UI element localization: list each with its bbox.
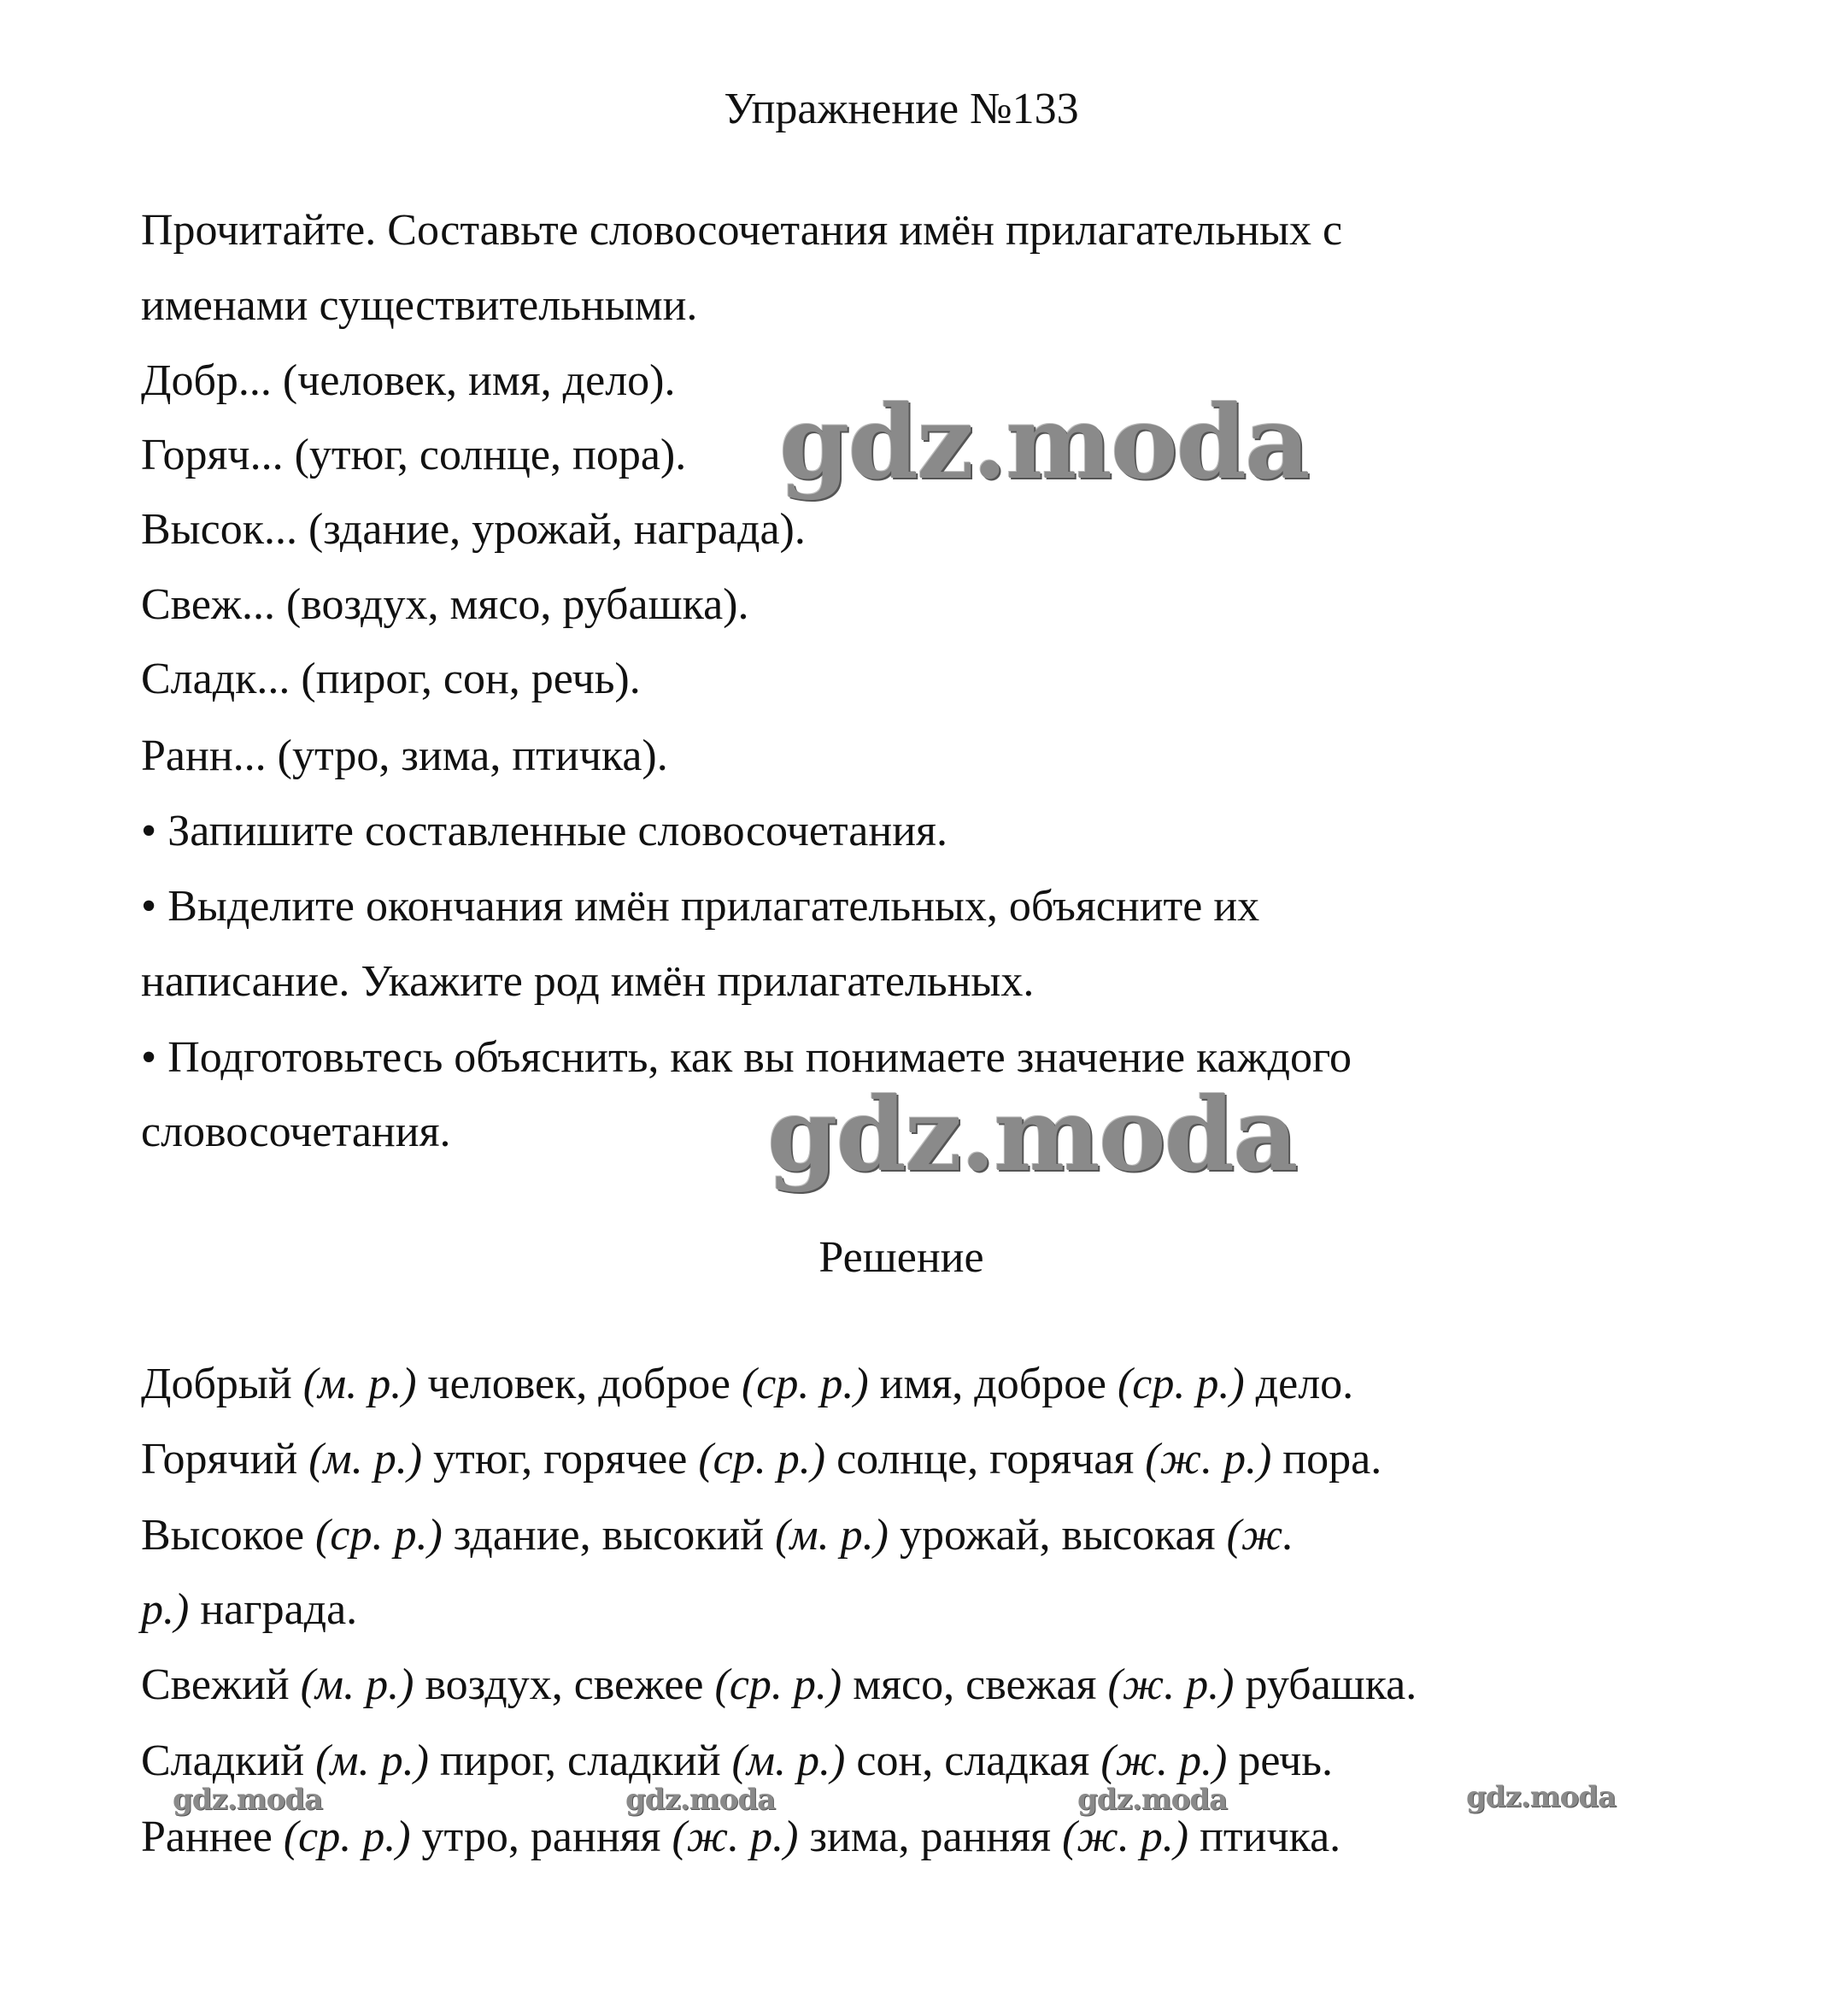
solution-segment: утюг, горячее [422, 1435, 699, 1484]
watermark-logo: gdz.moda [767, 1075, 1297, 1194]
task-line: именами существительными. [141, 281, 698, 330]
gender-note: (м. р.) [308, 1435, 423, 1484]
solution-segment: пирог, сладкий [428, 1736, 732, 1785]
gender-note: (м. р.) [315, 1736, 429, 1785]
task-line: Добр... (человек, имя, дело). [141, 356, 676, 405]
solution-segment: сон, сладкая [845, 1736, 1101, 1785]
solution-segment: пора. [1271, 1435, 1382, 1484]
solution-segment: имя, доброе [868, 1360, 1118, 1408]
solution-line [141, 1434, 1382, 1485]
solution-segment: Горячий [141, 1435, 309, 1484]
solution-title: Решение [818, 1233, 984, 1282]
watermark-logo: gdz.moda [1077, 1783, 1228, 1817]
solution-segment: Добрый [141, 1360, 303, 1408]
solution-segment: воздух, свежее [414, 1660, 715, 1709]
solution-segment: урожай, высокая [888, 1511, 1227, 1560]
solution-segment: Раннее [141, 1813, 284, 1861]
gender-note: (ср. р.) [315, 1511, 443, 1560]
solution-line [141, 1584, 357, 1636]
task-line: Прочитайте. Составьте словосочетания имён прилагательных с [141, 206, 1343, 255]
gender-note: (м. р.) [300, 1660, 414, 1709]
gender-note: (ж. р.) [1062, 1813, 1189, 1861]
exercise-title: Упражнение №133 [724, 85, 1079, 133]
solution-segment: птичка. [1188, 1813, 1341, 1861]
gender-note: (ж. [1226, 1511, 1294, 1560]
solution-line [141, 1736, 1333, 1787]
solution-segment: Сладкий [141, 1736, 316, 1785]
gender-note: (ж. р.) [672, 1813, 799, 1861]
solution-segment: здание, высокий [442, 1511, 776, 1560]
gender-note: (ср. р.) [1117, 1360, 1245, 1408]
solution-segment: Свежий [141, 1660, 301, 1709]
gender-note: (ср. р.) [283, 1813, 411, 1861]
gender-note: (м. р.) [775, 1511, 889, 1560]
gender-note: (м. р.) [731, 1736, 846, 1785]
solution-segment: мясо, свежая [842, 1660, 1108, 1709]
task-line: • Подготовьтесь объяснить, как вы понимаете значение каждого [141, 1033, 1352, 1082]
task-line: Горяч... (утюг, солнце, пора). [141, 431, 687, 479]
gender-note: (м. р.) [302, 1360, 417, 1408]
task-line: • Запишите составленные словосочетания. [141, 807, 947, 855]
solution-segment: человек, доброе [416, 1360, 742, 1408]
solution-segment: солнце, горячая [825, 1435, 1146, 1484]
task-line: словосочетания. [141, 1108, 451, 1156]
task-line: • Выделите окончания имён прилагательных, объясните их [141, 882, 1260, 931]
solution-line [141, 1812, 1341, 1863]
gender-note: (ср. р.) [714, 1660, 842, 1709]
solution-segment: утро, ранняя [410, 1813, 672, 1861]
watermark-logo: gdz.moda [173, 1783, 323, 1817]
gender-note: (ср. р.) [698, 1435, 826, 1484]
gender-note: (ж. р.) [1145, 1435, 1272, 1484]
solution-segment: Высокое [141, 1511, 316, 1560]
gender-note: р.) [141, 1585, 190, 1634]
task-line: написание. Укажите род имён прилагательных. [141, 957, 1035, 1006]
solution-segment: зима, ранняя [798, 1813, 1063, 1861]
task-line: Высок... (здание, урожай, награда). [141, 505, 806, 554]
watermark-logo: gdz.moda [779, 383, 1309, 502]
solution-segment: речь. [1227, 1736, 1333, 1785]
gender-note: (ж. р.) [1100, 1736, 1228, 1785]
solution-segment: рубашка. [1234, 1660, 1417, 1709]
solution-line [141, 1660, 1417, 1711]
task-line: Сладк... (пирог, сон, речь). [141, 655, 641, 703]
solution-line [141, 1510, 1294, 1561]
gender-note: (ср. р.) [741, 1360, 869, 1408]
solution-segment: дело. [1244, 1360, 1354, 1408]
task-line: Свеж... (воздух, мясо, рубашка). [141, 580, 749, 629]
watermark-logo: gdz.moda [1466, 1780, 1616, 1814]
gender-note: (ж. р.) [1107, 1660, 1235, 1709]
task-line: Ранн... (утро, зима, птичка). [141, 732, 668, 780]
solution-line [141, 1359, 1353, 1410]
watermark-logo: gdz.moda [625, 1783, 776, 1817]
solution-segment: награда. [189, 1585, 358, 1634]
